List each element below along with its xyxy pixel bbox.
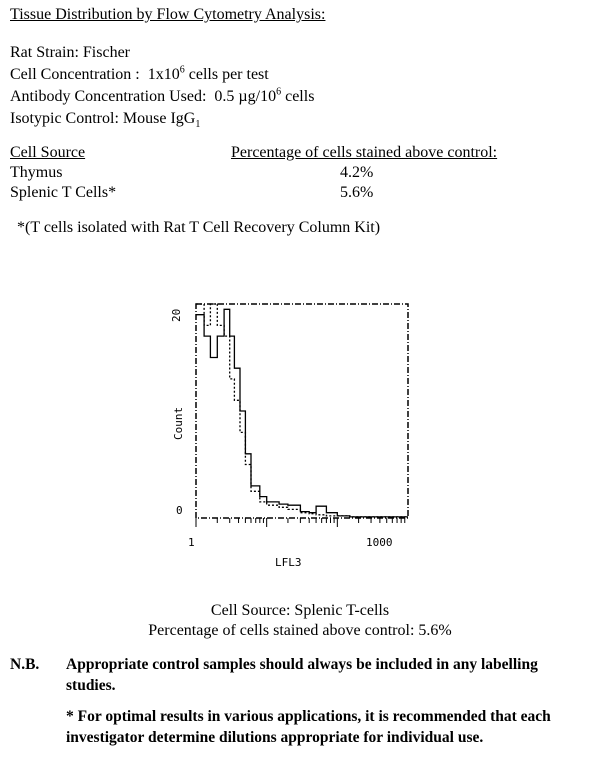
x-tick-label-left: 1 — [188, 536, 195, 549]
rat-strain-line — [10, 44, 130, 62]
isotypic-control-value: Mouse IgG — [122, 110, 196, 127]
table-row-source: Splenic T Cells* — [10, 184, 117, 201]
x-axis-ticks — [196, 518, 405, 527]
flow-cytometry-histogram — [0, 290, 600, 580]
nb-label: N.B. — [10, 656, 40, 673]
optimal-results-note: * For optimal results in various applications, it is recommended that each investigator determine dilutions appropriate for individual use. — [66, 708, 551, 746]
nb-text: Appropriate control samples should always be included in any labelling studies. — [66, 656, 538, 694]
histogram-series-solid — [196, 309, 408, 517]
rat-strain-value: Fischer — [82, 44, 130, 61]
x-tick-label-right: 1000 — [366, 536, 393, 549]
antibody-concentration-unit: cells — [285, 88, 315, 105]
rat-strain-label: Rat Strain: — [10, 44, 79, 61]
antibody-concentration-value: 0.5 µg/10 — [214, 88, 277, 105]
isotypic-control-label: Isotypic Control: — [10, 110, 119, 127]
cell-concentration-unit: cells per test — [188, 66, 269, 83]
isotypic-control-sub: 1 — [195, 119, 201, 131]
chart-caption-source: Cell Source: Splenic T-cells — [210, 602, 390, 619]
table-header-percentage: Percentage of cells stained above control: — [231, 144, 498, 161]
antibody-concentration-line — [10, 88, 314, 106]
cell-concentration-base: 1x10 — [147, 66, 180, 83]
table-row-percent: 4.2% — [340, 164, 374, 181]
histogram-series-dotted — [196, 304, 408, 517]
table-row-percent: 5.6% — [340, 184, 374, 201]
antibody-concentration-label: Antibody Concentration Used: — [10, 88, 207, 105]
cell-concentration-line — [10, 66, 269, 84]
table-header-cell-source: Cell Source — [10, 144, 86, 161]
y-tick-label-bottom: 0 — [176, 504, 183, 517]
table-row-source: Thymus — [10, 164, 63, 181]
antibody-concentration-exp: 6 — [276, 86, 282, 98]
cell-concentration-label: Cell Concentration : — [10, 66, 140, 83]
plot-frame — [196, 304, 408, 518]
cell-concentration-exp: 6 — [179, 64, 185, 76]
page-title: Tissue Distribution by Flow Cytometry Analysis: — [10, 6, 326, 23]
footnote: *(T cells isolated with Rat T Cell Recovery Column Kit) — [17, 219, 381, 236]
x-axis-label: LFL3 — [275, 556, 302, 569]
y-axis-label: Count — [172, 406, 185, 440]
y-tick-label-top: 20 — [170, 308, 183, 322]
isotypic-control-line — [10, 110, 201, 131]
chart-caption-percentage: Percentage of cells stained above control: 5.6% — [148, 622, 452, 639]
